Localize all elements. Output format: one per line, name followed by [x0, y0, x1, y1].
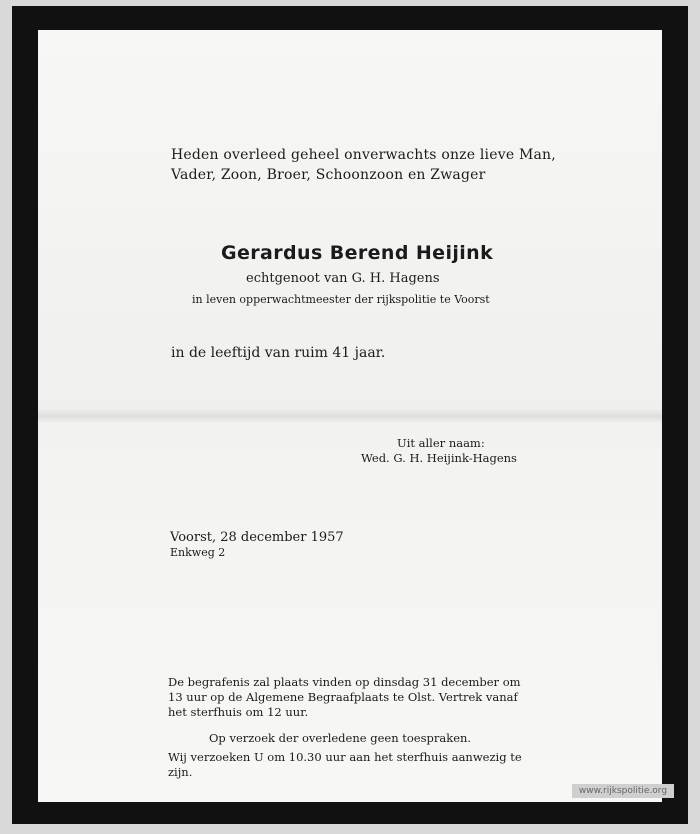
funeral-line-4: Op verzoek der overledene geen toespraken.	[209, 731, 472, 745]
address: Enkweg 2	[170, 546, 226, 559]
deceased-name: Gerardus Berend Heijink	[221, 242, 494, 264]
intro-line-1: Heden overleed geheel onverwachts onze lieve Man,	[171, 147, 556, 163]
watermark-link[interactable]: www.rijkspolitie.org	[572, 784, 674, 798]
funeral-line-5: Wij verzoeken U om 10.30 uur aan het sterfhuis aanwezig te	[168, 750, 522, 764]
signature-line-2: Wed. G. H. Heijink-Hagens	[361, 451, 517, 465]
signature-line-1: Uit aller naam:	[397, 436, 485, 450]
place-date: Voorst, 28 december 1957	[170, 530, 344, 545]
age-line: in de leeftijd van ruim 41 jaar.	[171, 345, 386, 361]
spouse-line: echtgenoot van G. H. Hagens	[246, 271, 440, 286]
funeral-line-2: 13 uur op de Algemene Begraafplaats te Olst. Vertrek vanaf	[168, 690, 518, 704]
funeral-line-6: zijn.	[168, 765, 193, 779]
intro-line-2: Vader, Zoon, Broer, Schoonzoon en Zwager	[171, 167, 486, 183]
occupation-line: in leven opperwachtmeester der rijkspolitie te Voorst	[192, 293, 490, 306]
funeral-line-1: De begrafenis zal plaats vinden op dinsdag 31 december om	[168, 675, 521, 689]
funeral-line-3: het sterfhuis om 12 uur.	[168, 705, 309, 719]
